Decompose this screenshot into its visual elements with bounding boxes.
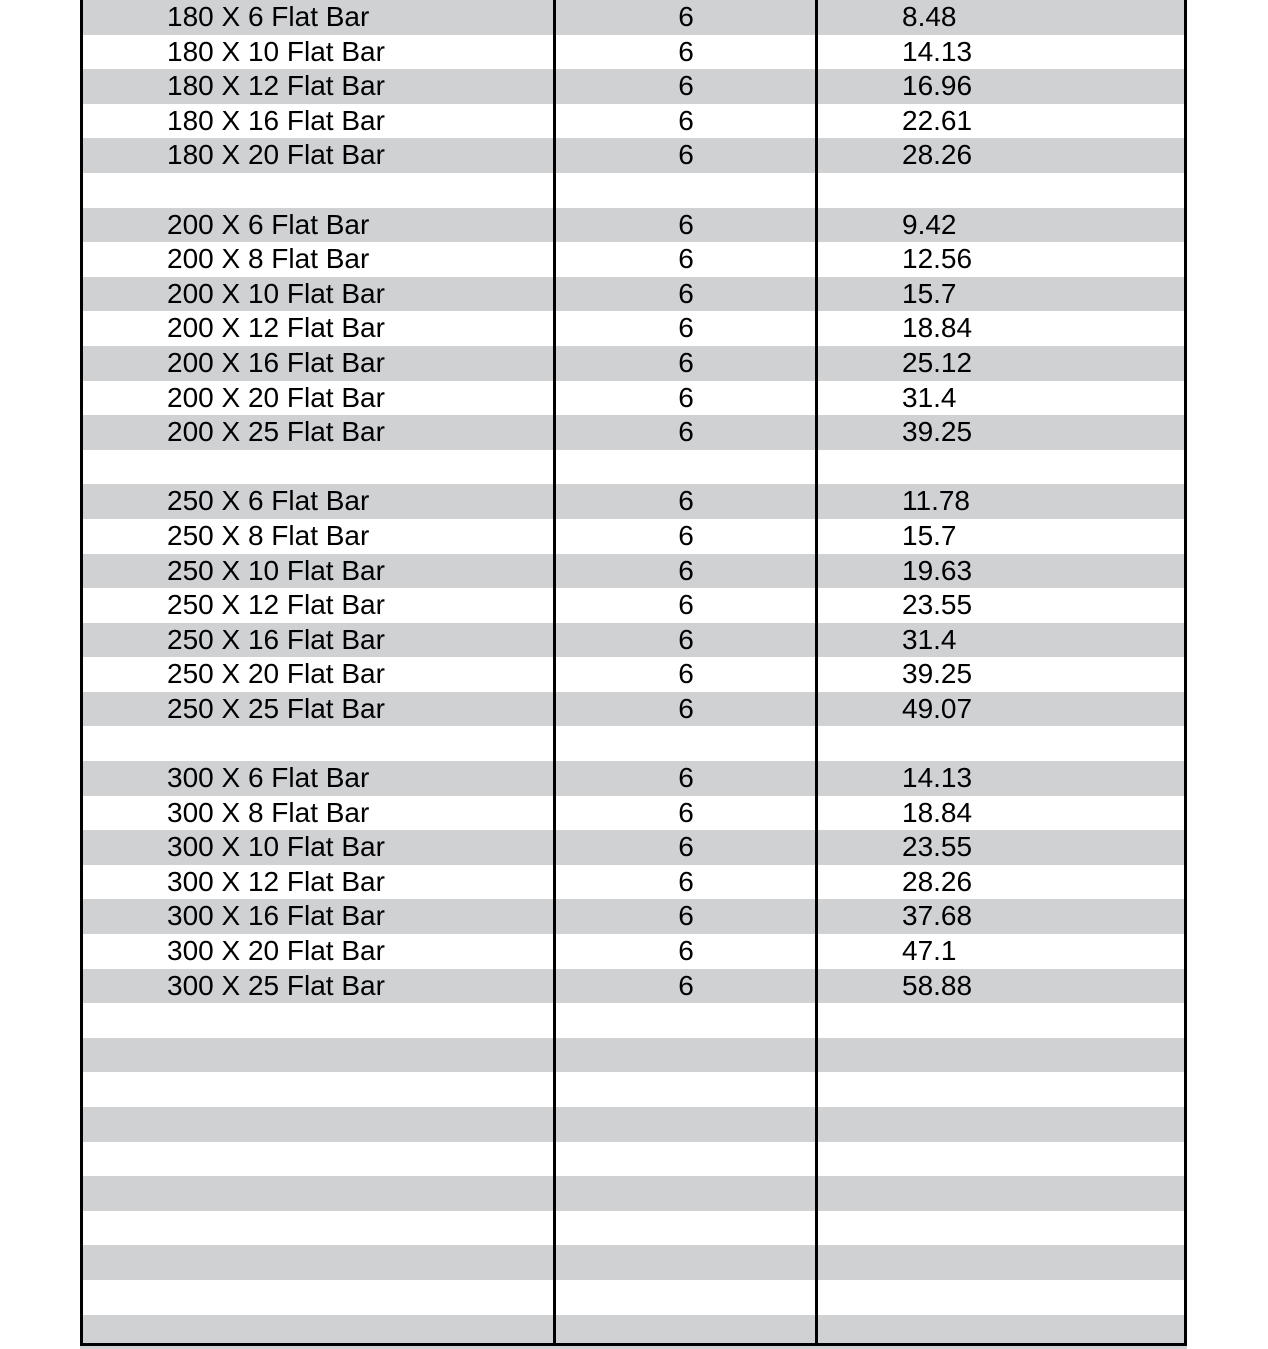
cell-length	[555, 1107, 817, 1142]
table-row	[80, 554, 1187, 589]
cell-description: 200 X 8 Flat Bar	[167, 243, 370, 275]
table-row	[80, 865, 1187, 900]
table-row	[80, 138, 1187, 173]
cell-description: 300 X 25 Flat Bar	[167, 969, 385, 1001]
cell-weight: 31.4	[902, 381, 957, 413]
cell-length: 6	[678, 70, 694, 102]
cell-length	[555, 1003, 817, 1038]
cell-length: 6	[678, 762, 694, 794]
cell-weight: 18.84	[902, 312, 973, 344]
table-row	[80, 69, 1187, 104]
cell-weight: 19.63	[902, 554, 973, 586]
table-row	[80, 0, 1187, 35]
cell-description: 180 X 6 Flat Bar	[167, 1, 370, 32]
cell-length: 6	[678, 208, 694, 240]
cell-description: 300 X 20 Flat Bar	[167, 935, 385, 967]
table-row	[80, 899, 1187, 934]
cell-length: 6	[678, 104, 694, 136]
table-row	[80, 1245, 1187, 1280]
cell-length: 6	[678, 139, 694, 171]
cell-description: 200 X 12 Flat Bar	[167, 312, 385, 344]
table-row	[80, 588, 1187, 623]
cell-description: 250 X 10 Flat Bar	[167, 554, 385, 586]
cell-length	[555, 1245, 817, 1280]
table-row	[80, 484, 1187, 519]
cell-length: 6	[678, 346, 694, 378]
cell-description: 250 X 8 Flat Bar	[167, 519, 370, 551]
cell-length	[555, 450, 817, 485]
table-row	[80, 519, 1187, 554]
cell-description: 300 X 10 Flat Bar	[167, 831, 385, 863]
cell-description: 200 X 16 Flat Bar	[167, 346, 385, 378]
cell-description: 180 X 12 Flat Bar	[167, 70, 385, 102]
cell-length: 6	[678, 658, 694, 690]
cell-length	[555, 1038, 817, 1073]
table-row	[80, 692, 1187, 727]
cell-length: 6	[678, 623, 694, 655]
cell-length: 6	[678, 796, 694, 828]
cell-length: 6	[678, 243, 694, 275]
cell-weight: 22.61	[902, 104, 973, 136]
cell-weight: 31.4	[902, 623, 957, 655]
table-row	[80, 208, 1187, 243]
table-row	[80, 657, 1187, 692]
table-row	[80, 934, 1187, 969]
table-row	[80, 830, 1187, 865]
table-row	[80, 1142, 1187, 1177]
cell-weight: 11.78	[902, 485, 970, 517]
cell-description: 250 X 6 Flat Bar	[167, 485, 370, 517]
cell-description: 180 X 20 Flat Bar	[167, 139, 385, 171]
cell-length	[555, 1211, 817, 1246]
cell-description: 300 X 8 Flat Bar	[167, 796, 370, 828]
table-row	[80, 450, 1187, 485]
cell-length: 6	[678, 416, 694, 448]
column-divider-2	[815, 0, 818, 1346]
cell-length: 6	[678, 865, 694, 897]
cell-weight: 9.42	[902, 208, 957, 240]
cell-description: 250 X 16 Flat Bar	[167, 623, 385, 655]
table-row	[80, 242, 1187, 277]
table-row	[80, 1280, 1187, 1315]
cell-length: 6	[678, 589, 694, 621]
cell-description: 200 X 10 Flat Bar	[167, 277, 385, 309]
cell-weight: 14.13	[902, 35, 973, 67]
cell-weight: 23.55	[902, 831, 973, 863]
cell-description: 200 X 6 Flat Bar	[167, 208, 370, 240]
cell-weight: 18.84	[902, 796, 973, 828]
table-border-right	[1184, 0, 1187, 1346]
cell-weight: 8.48	[902, 1, 957, 32]
cell-description: 300 X 6 Flat Bar	[167, 762, 370, 794]
table-row	[80, 415, 1187, 450]
cell-length	[555, 1142, 817, 1177]
cell-length	[555, 1176, 817, 1211]
cell-length: 6	[678, 554, 694, 586]
cell-weight: 47.1	[902, 935, 957, 967]
cell-length	[555, 1072, 817, 1107]
cell-description: 250 X 12 Flat Bar	[167, 589, 385, 621]
cell-weight: 15.7	[902, 277, 957, 309]
cell-description: 250 X 25 Flat Bar	[167, 692, 385, 724]
cell-weight: 25.12	[902, 346, 973, 378]
table-row	[80, 277, 1187, 312]
cell-weight: 39.25	[902, 416, 973, 448]
cell-description: 300 X 12 Flat Bar	[167, 865, 385, 897]
cell-weight: 16.96	[902, 70, 973, 102]
cell-length: 6	[678, 485, 694, 517]
cell-weight: 15.7	[902, 519, 957, 551]
cell-length: 6	[678, 935, 694, 967]
table-row	[80, 1107, 1187, 1142]
cell-weight: 14.13	[902, 762, 973, 794]
table-row	[80, 1072, 1187, 1107]
cell-description: 200 X 20 Flat Bar	[167, 381, 385, 413]
cell-weight: 37.68	[902, 900, 973, 932]
table-row	[80, 311, 1187, 346]
cell-length: 6	[678, 969, 694, 1001]
table-body	[80, 0, 1187, 1349]
table-border-bottom	[80, 1343, 1187, 1346]
cell-description: 180 X 16 Flat Bar	[167, 104, 385, 136]
cell-length: 6	[678, 519, 694, 551]
cell-length: 6	[678, 381, 694, 413]
cell-description: 200 X 25 Flat Bar	[167, 416, 385, 448]
cell-length	[555, 726, 817, 761]
table-row	[80, 173, 1187, 208]
cell-weight: 39.25	[902, 658, 973, 690]
cell-description: 300 X 16 Flat Bar	[167, 900, 385, 932]
table-row	[80, 346, 1187, 381]
table-row	[80, 1038, 1187, 1073]
cell-weight: 23.55	[902, 589, 973, 621]
cell-length: 6	[678, 831, 694, 863]
cell-length: 6	[678, 900, 694, 932]
cell-weight: 49.07	[902, 692, 973, 724]
cell-weight: 58.88	[902, 969, 973, 1001]
cell-weight: 28.26	[902, 139, 973, 171]
table-row	[80, 381, 1187, 416]
table-row	[80, 1003, 1187, 1038]
table-border-left	[80, 0, 83, 1346]
cell-length: 6	[678, 1, 694, 32]
cell-weight: 12.56	[902, 243, 973, 275]
cell-length: 6	[678, 277, 694, 309]
cell-length: 6	[678, 312, 694, 344]
table-row	[80, 1176, 1187, 1211]
column-divider-1	[553, 0, 556, 1346]
table-row	[80, 726, 1187, 761]
cell-length	[555, 173, 817, 208]
table-row	[80, 1211, 1187, 1246]
cell-length	[555, 1280, 817, 1315]
table-row	[80, 796, 1187, 831]
flat-bar-weight-table	[80, 0, 1187, 1346]
cell-description: 250 X 20 Flat Bar	[167, 658, 385, 690]
cell-weight: 28.26	[902, 865, 973, 897]
table-row	[80, 623, 1187, 658]
table-row	[80, 761, 1187, 796]
table-row	[80, 35, 1187, 70]
cell-length: 6	[678, 35, 694, 67]
table-row	[80, 104, 1187, 139]
table-row	[80, 969, 1187, 1004]
cell-length: 6	[678, 692, 694, 724]
cell-description: 180 X 10 Flat Bar	[167, 35, 385, 67]
